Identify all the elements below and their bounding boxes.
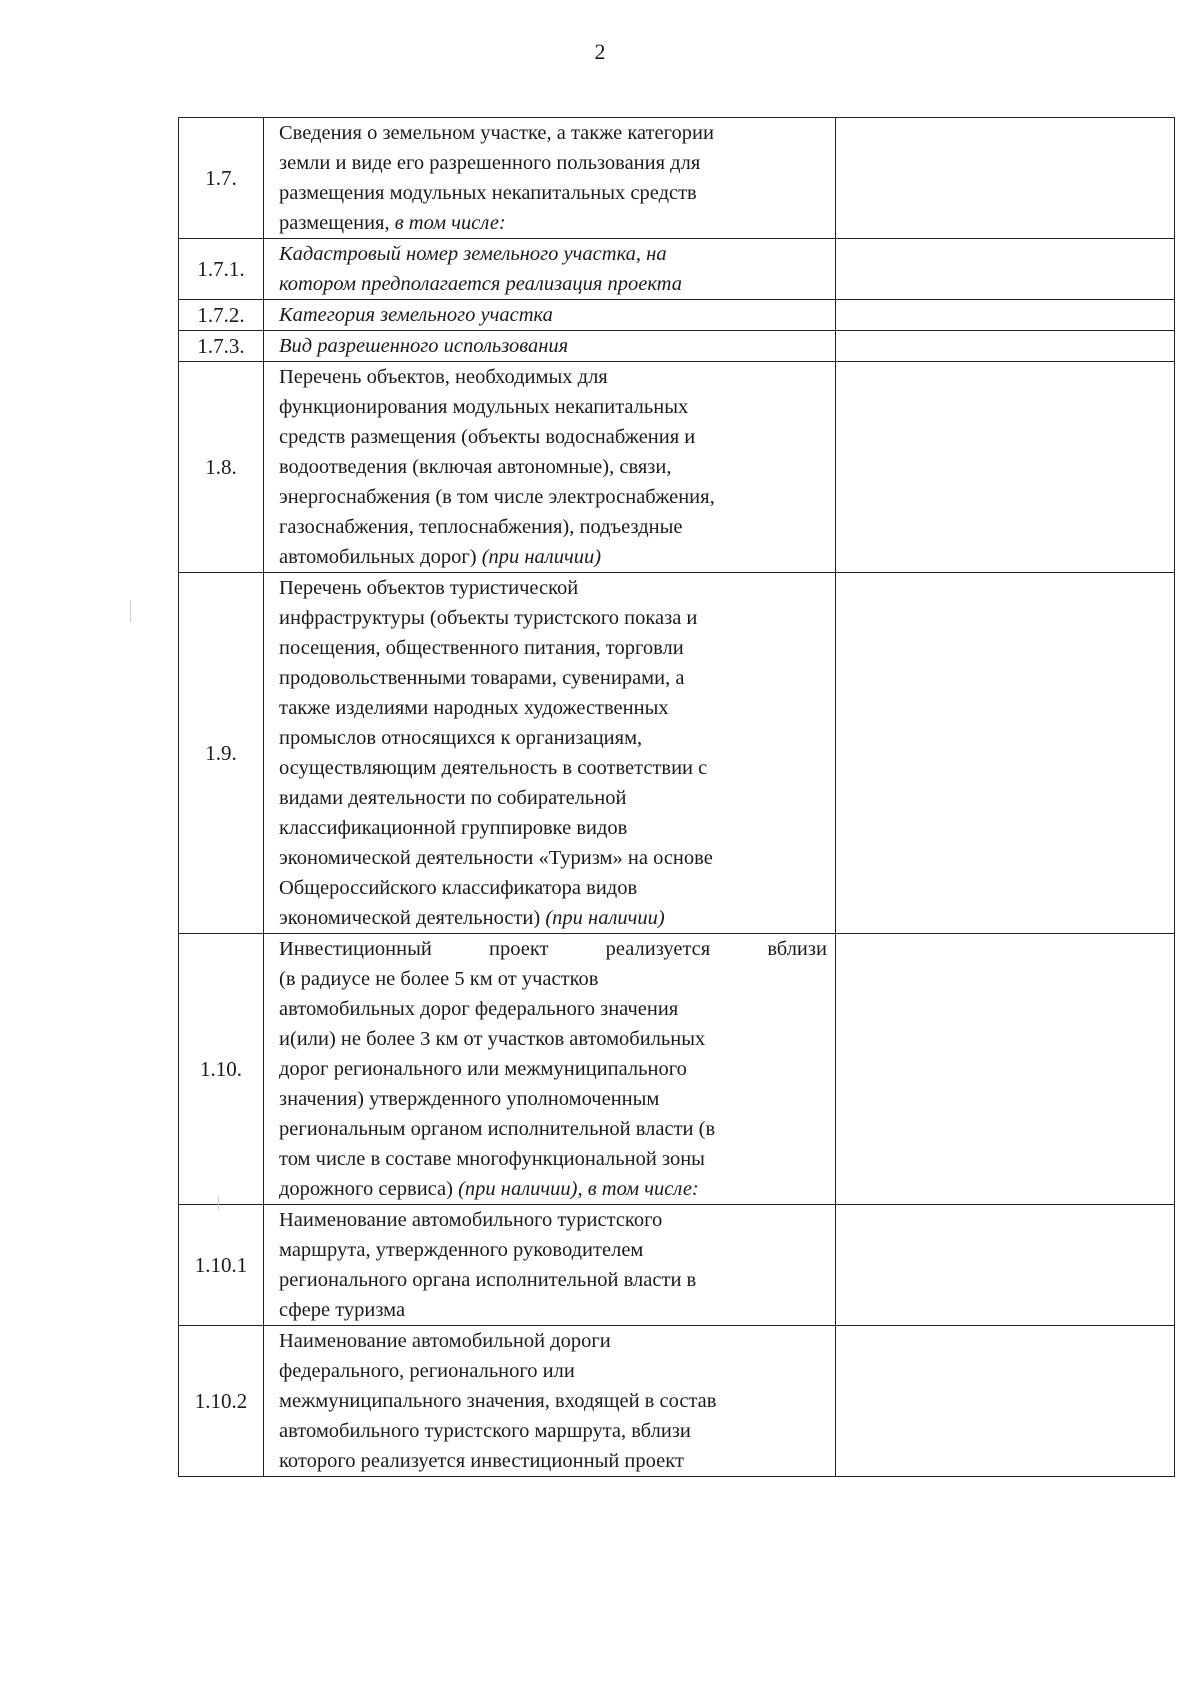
row-number: 1.7.2. — [179, 300, 264, 331]
row-description — [264, 1326, 836, 1477]
row-value-cell[interactable] — [836, 300, 1175, 331]
description-line — [279, 331, 827, 361]
description-line — [279, 452, 827, 482]
italic-text: Кадастровый номер земельного участка, на — [279, 243, 667, 265]
text: которого реализуется инвестиционный проект — [279, 1450, 684, 1472]
table-row — [179, 934, 1175, 1205]
text: Сведения о земельном участке, а также категории — [279, 122, 714, 144]
table-row — [179, 573, 1175, 934]
description-line — [279, 903, 827, 933]
description-line — [279, 1295, 827, 1325]
text: инфраструктуры (объекты туристского показа и — [279, 607, 698, 629]
text: размещения модульных некапитальных средств — [279, 182, 697, 204]
description-line — [279, 269, 827, 299]
text: проект — [489, 938, 549, 960]
description-line — [279, 1114, 827, 1144]
text: промыслов относящихся к организациям, — [279, 727, 643, 749]
description-line — [279, 148, 827, 178]
description-line — [279, 964, 827, 994]
text: значения) утвержденного уполномоченным — [279, 1088, 660, 1110]
description-line — [279, 1326, 827, 1356]
table-row — [179, 1205, 1175, 1326]
row-description — [264, 300, 836, 331]
row-number: 1.7. — [179, 118, 264, 239]
table-row — [179, 300, 1175, 331]
page-number: 2 — [594, 39, 606, 64]
description-line — [279, 813, 827, 843]
text: газоснабжения, теплоснабжения), подъездные — [279, 516, 683, 538]
text: классификационной группировке видов — [279, 817, 628, 839]
description-line — [279, 392, 827, 422]
text: федерального, регионального или — [279, 1360, 575, 1382]
text: Инвестиционный — [279, 938, 432, 960]
text: осуществляющим деятельность в соответствии с — [279, 757, 708, 779]
text: Общероссийского классификатора видов — [279, 877, 638, 899]
table-row — [179, 118, 1175, 239]
row-number: 1.7.1. — [179, 239, 264, 300]
text: водоотведения (включая автономные), связи, — [279, 456, 672, 478]
row-value-cell[interactable] — [836, 362, 1175, 573]
description-line — [279, 603, 827, 633]
description-line — [279, 723, 827, 753]
description-line — [279, 1144, 827, 1174]
description-line — [279, 362, 827, 392]
text: размещения, — [279, 212, 395, 234]
text: , — [577, 1178, 588, 1200]
text: экономической деятельности) — [279, 907, 546, 929]
description-line — [279, 482, 827, 512]
description-line — [279, 633, 827, 663]
description-line — [279, 843, 827, 873]
table-row — [179, 331, 1175, 362]
text: реализуется — [605, 938, 711, 960]
row-description — [264, 118, 836, 239]
row-value-cell[interactable] — [836, 1326, 1175, 1477]
text: продовольственными товарами, сувенирами, а — [279, 667, 685, 689]
form-table — [178, 117, 1175, 1477]
text: вблизи — [767, 938, 827, 960]
italic-text: (при наличии) — [481, 546, 602, 568]
description-line — [279, 239, 827, 269]
description-line — [279, 300, 827, 330]
description-line — [279, 783, 827, 813]
description-line — [279, 1356, 827, 1386]
row-value-cell[interactable] — [836, 573, 1175, 934]
text: экономической деятельности «Туризм» на основе — [279, 847, 713, 869]
row-description — [264, 573, 836, 934]
description-line — [279, 1084, 827, 1114]
description-line — [279, 178, 827, 208]
description-line — [279, 873, 827, 903]
description-line — [279, 934, 827, 964]
text: средств размещения (объекты водоснабжения и — [279, 426, 696, 448]
text: функционирования модульных некапитальных — [279, 396, 689, 418]
italic-text: Вид разрешенного использования — [279, 335, 569, 357]
text: и(или) не более 3 км от участков автомобильных — [279, 1028, 706, 1050]
description-line — [279, 118, 827, 148]
text: дорог регионального или межмуниципального — [279, 1058, 687, 1080]
row-number: 1.7.3. — [179, 331, 264, 362]
text: региональным органом исполнительной власти (в — [279, 1118, 716, 1140]
description-line — [279, 422, 827, 452]
scan-artifact — [130, 600, 131, 622]
description-line — [279, 1446, 827, 1476]
table-row — [179, 362, 1175, 573]
row-number: 1.9. — [179, 573, 264, 934]
row-description — [264, 331, 836, 362]
description-line — [279, 1054, 827, 1084]
text: Перечень объектов туристической — [279, 577, 579, 599]
text: сфере туризма — [279, 1299, 406, 1321]
row-value-cell[interactable] — [836, 934, 1175, 1205]
description-line — [279, 1235, 827, 1265]
italic-text: (при наличии) — [545, 907, 665, 929]
description-line — [279, 693, 827, 723]
description-line — [279, 208, 827, 238]
row-description — [264, 362, 836, 573]
description-line — [279, 573, 827, 603]
text: том числе в составе многофункциональной зоны — [279, 1148, 705, 1170]
text: Наименование автомобильного туристского — [279, 1209, 663, 1231]
text: регионального органа исполнительной власти в — [279, 1269, 697, 1291]
row-number: 1.10.1 — [179, 1205, 264, 1326]
text: межмуниципального значения, входящей в состав — [279, 1390, 717, 1412]
italic-text: (при наличии) — [458, 1178, 578, 1200]
description-line — [279, 1205, 827, 1235]
text: энергоснабжения (в том числе электроснабжения, — [279, 486, 715, 508]
italic-text: в том числе: — [587, 1178, 699, 1200]
description-line — [279, 753, 827, 783]
description-line — [279, 512, 827, 542]
text: автомобильного туристского маршрута, вблизи — [279, 1420, 691, 1442]
description-line — [279, 1174, 827, 1204]
text: земли и виде его разрешенного пользования для — [279, 152, 701, 174]
row-number: 1.10. — [179, 934, 264, 1205]
table-row — [179, 1326, 1175, 1477]
row-number: 1.10.2 — [179, 1326, 264, 1477]
description-line — [279, 994, 827, 1024]
text: посещения, общественного питания, торговли — [279, 637, 684, 659]
row-number: 1.8. — [179, 362, 264, 573]
italic-text: Категория земельного участка — [279, 304, 553, 326]
table-row — [179, 239, 1175, 300]
row-value-cell[interactable] — [836, 118, 1175, 239]
text: маршрута, утвержденного руководителем — [279, 1239, 644, 1261]
description-line — [279, 1265, 827, 1295]
text: Наименование автомобильной дороги — [279, 1330, 611, 1352]
description-line — [279, 542, 827, 572]
row-value-cell[interactable] — [836, 331, 1175, 362]
text: дорожного сервиса) — [279, 1178, 459, 1200]
text: автомобильных дорог) — [279, 546, 482, 568]
row-value-cell[interactable] — [836, 239, 1175, 300]
text: (в радиусе не более 5 км от участков — [279, 968, 599, 990]
scan-artifact — [218, 1196, 219, 1210]
row-description — [264, 934, 836, 1205]
row-value-cell[interactable] — [836, 1205, 1175, 1326]
description-line — [279, 1416, 827, 1446]
text: автомобильных дорог федерального значения — [279, 998, 679, 1020]
italic-text: котором предполагается реализация проекта — [279, 273, 682, 295]
italic-text: в том числе: — [394, 212, 506, 234]
row-description — [264, 239, 836, 300]
description-line — [279, 1386, 827, 1416]
row-description — [264, 1205, 836, 1326]
text: Перечень объектов, необходимых для — [279, 366, 608, 388]
text: видами деятельности по собирательной — [279, 787, 627, 809]
description-line — [279, 663, 827, 693]
text: также изделиями народных художественных — [279, 697, 669, 719]
description-line — [279, 1024, 827, 1054]
table-body — [179, 118, 1175, 1477]
